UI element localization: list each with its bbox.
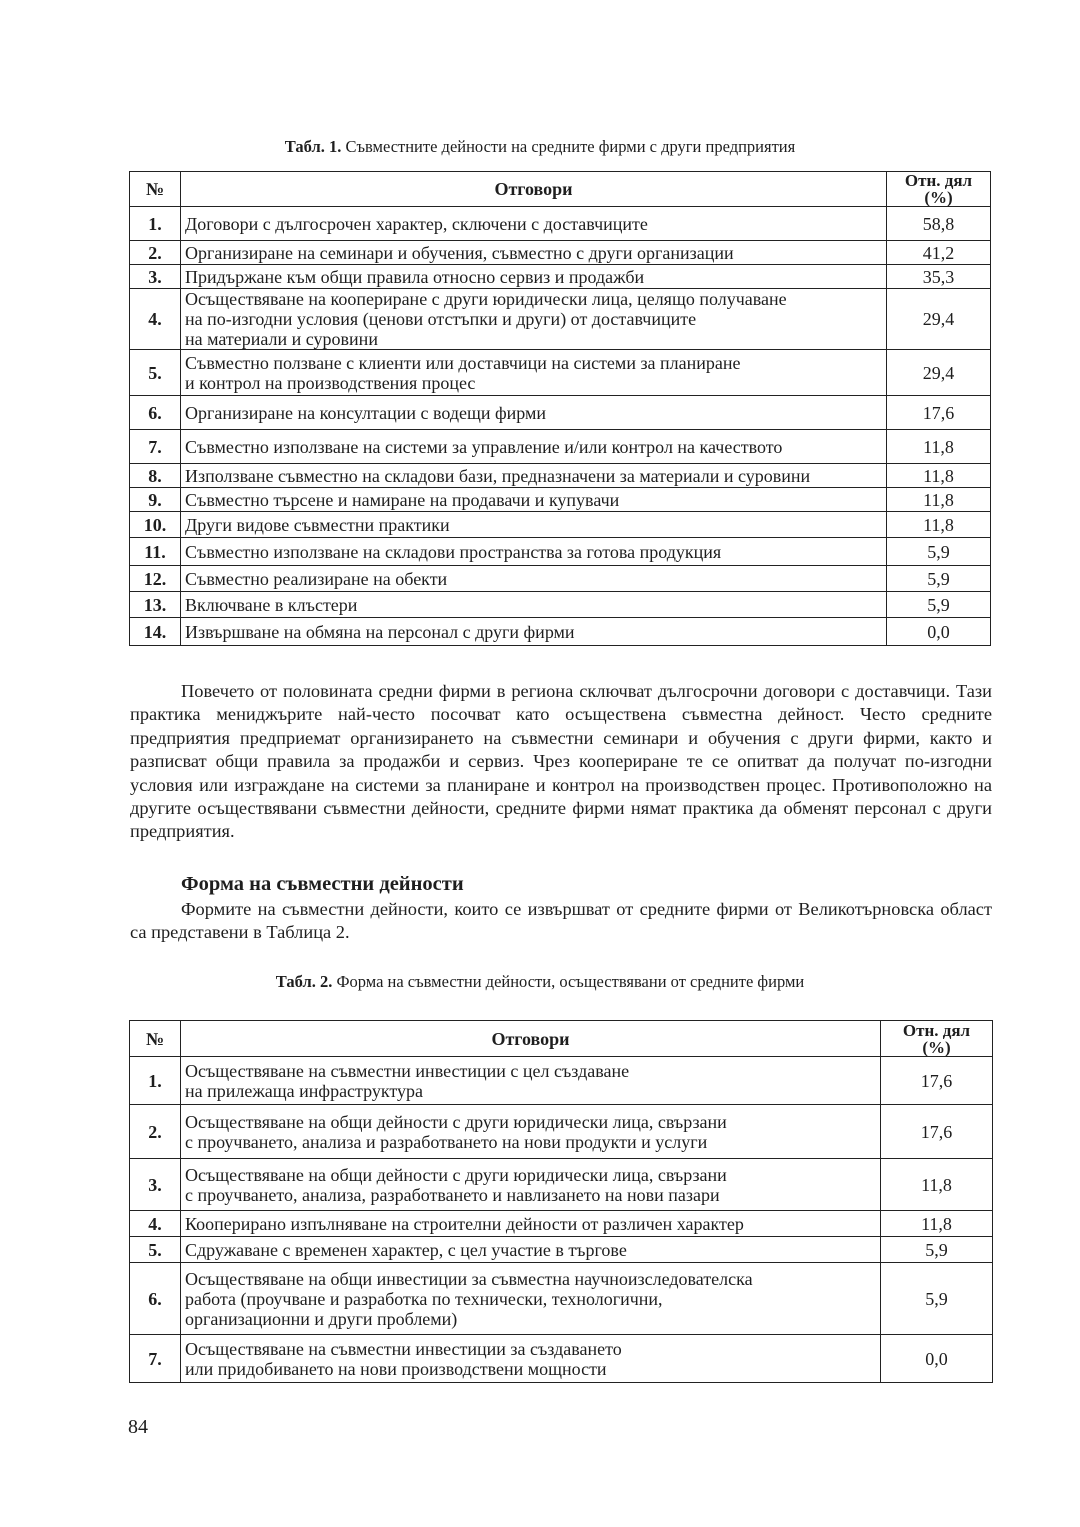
table1-header-share-line2: (%) — [924, 188, 953, 207]
table2-header-num: № — [130, 1021, 181, 1057]
row-answer — [181, 566, 887, 592]
table-row — [130, 1335, 993, 1383]
table-row — [130, 1237, 993, 1263]
row-answer — [181, 618, 887, 646]
row-share-value: 0,0 — [887, 618, 991, 646]
table-row — [130, 618, 991, 646]
row-number: 6. — [130, 396, 181, 430]
row-answer-line: Съвместно използване на складови пространства за готова продукция — [185, 541, 722, 562]
table-row — [130, 350, 991, 396]
row-answer-line: Придържане към общи правила относно сервиз и продажби — [185, 266, 645, 287]
row-answer — [181, 350, 887, 396]
row-number: 4. — [130, 1211, 181, 1237]
table2-caption — [0, 972, 1080, 992]
table2 — [129, 1020, 993, 1383]
row-answer-line: Използване съвместно на складови бази, предназначени за материали и суровини — [185, 465, 811, 486]
row-share-value: 17,6 — [881, 1057, 993, 1105]
row-answer — [181, 1211, 881, 1237]
row-answer — [181, 512, 887, 538]
table-row — [130, 396, 991, 430]
table1-header-num: № — [130, 172, 181, 207]
table-row — [130, 1211, 993, 1237]
table-row — [130, 1263, 993, 1335]
table-row — [130, 1105, 993, 1159]
row-share-value: 58,8 — [887, 207, 991, 241]
row-share-value: 11,8 — [887, 464, 991, 488]
row-share-value: 5,9 — [887, 538, 991, 566]
row-number: 9. — [130, 488, 181, 512]
row-answer — [181, 207, 887, 241]
row-share-value: 5,9 — [887, 566, 991, 592]
row-answer-line: работа (проучване и разработка по технически, технологични, — [185, 1288, 663, 1309]
table2-caption-label: Табл. 2. — [275, 972, 333, 991]
row-share-value: 41,2 — [887, 241, 991, 265]
row-number: 14. — [130, 618, 181, 646]
row-answer-line: на прилежаща инфраструктура — [185, 1080, 424, 1101]
table-row — [130, 566, 991, 592]
row-answer — [181, 1237, 881, 1263]
table-row — [130, 289, 991, 350]
row-share-value: 11,8 — [881, 1159, 993, 1211]
row-answer-line: Договори с дългосрочен характер, сключени с доставчиците — [185, 213, 648, 234]
row-answer-line: с проучването, анализа и разработването на нови продукти и услуги — [185, 1131, 708, 1152]
row-answer-line: Съвместно търсене и намиране на продавачи и купувачи — [185, 489, 620, 510]
row-number: 8. — [130, 464, 181, 488]
row-number: 1. — [130, 207, 181, 241]
row-answer-line: на по-изгодни условия (ценови отстъпки и други) от доставчиците — [185, 309, 697, 329]
row-answer — [181, 1263, 881, 1335]
row-number: 13. — [130, 592, 181, 618]
row-answer — [181, 592, 887, 618]
row-answer-line: Осъществяване на съвместни инвестиции с цел създаване — [185, 1060, 630, 1081]
table-row — [130, 430, 991, 464]
row-answer-line: организационни и други проблеми) — [185, 1308, 458, 1329]
row-answer — [181, 1105, 881, 1159]
row-share-value: 5,9 — [887, 592, 991, 618]
row-number: 3. — [130, 1159, 181, 1211]
row-answer-line: Осъществяване на съвместни инвестиции за създаването — [185, 1338, 622, 1359]
row-answer-line: с проучването, анализа, разработването и навлизането на нови пазари — [185, 1184, 720, 1205]
row-share-value: 0,0 — [881, 1335, 993, 1383]
table2-caption-text: Форма на съвместни дейности, осъществявани от средните фирми — [332, 972, 805, 991]
row-number: 4. — [130, 289, 181, 350]
row-answer — [181, 538, 887, 566]
row-answer-line: Други видове съвместни практики — [185, 514, 450, 535]
row-number: 12. — [130, 566, 181, 592]
row-answer-line: или придобиването на нови производствени мощности — [185, 1358, 607, 1379]
row-number: 7. — [130, 1335, 181, 1383]
table1-header-share — [887, 172, 991, 207]
row-answer-line: Кооперирано изпълняване на строителни дейности от различен характер — [185, 1213, 744, 1234]
page-number: 84 — [128, 1416, 148, 1438]
table2-header-share-line2: (%) — [922, 1037, 951, 1057]
row-share-value: 11,8 — [887, 512, 991, 538]
row-share-value: 11,8 — [881, 1211, 993, 1237]
table1 — [129, 171, 991, 646]
row-answer-line: Осъществяване на общи дейности с други юридически лица, свързани — [185, 1111, 727, 1132]
row-answer-line: и контрол на производствения процес — [185, 372, 476, 393]
row-number: 10. — [130, 512, 181, 538]
row-answer-line: Осъществяване на общи инвестиции за съвместна научноизследователска — [185, 1268, 753, 1289]
row-share-value: 17,6 — [881, 1105, 993, 1159]
table2-header-share — [881, 1021, 993, 1057]
row-number: 11. — [130, 538, 181, 566]
table2-header-answers: Отговори — [181, 1021, 881, 1057]
table-row — [130, 512, 991, 538]
row-answer-line: Извършване на обмяна на персонал с други фирми — [185, 621, 575, 642]
row-share-value: 5,9 — [881, 1237, 993, 1263]
table1-caption — [0, 137, 1080, 157]
row-share-value: 29,4 — [887, 350, 991, 396]
row-answer-line: Включване в клъстери — [185, 594, 358, 615]
row-answer — [181, 464, 887, 488]
row-share-value: 17,6 — [887, 396, 991, 430]
row-answer-line: Осъществяване на общи дейности с други юридически лица, свързани — [185, 1164, 727, 1185]
row-number: 7. — [130, 430, 181, 464]
table-row — [130, 265, 991, 289]
row-answer-line: на материали и суровини — [185, 329, 378, 349]
row-share-value: 35,3 — [887, 265, 991, 289]
table2-body — [130, 1057, 993, 1383]
row-answer — [181, 241, 887, 265]
table-row — [130, 241, 991, 265]
row-answer-line: Съвместно използване на системи за управление и/или контрол на качеството — [185, 436, 783, 457]
row-answer — [181, 1057, 881, 1105]
table-row — [130, 464, 991, 488]
row-number: 5. — [130, 350, 181, 396]
table1-body — [130, 207, 991, 646]
row-answer-line: Съвместно реализиране на обекти — [185, 568, 448, 589]
row-share-value: 11,8 — [887, 430, 991, 464]
row-number: 2. — [130, 1105, 181, 1159]
table-row — [130, 1159, 993, 1211]
row-number: 6. — [130, 1263, 181, 1335]
table2-header-share-line1: Отн. дял — [902, 1020, 971, 1040]
body-paragraph-2: Формите на съвместни дейности, които се извършват от средните фирми от Великотърновска област са представени в Таблица 2. — [130, 899, 992, 943]
row-number: 5. — [130, 1237, 181, 1263]
row-answer — [181, 488, 887, 512]
row-number: 3. — [130, 265, 181, 289]
table1-caption-text: Съвместните дейности на средните фирми с други предприятия — [341, 137, 796, 156]
section-heading: Форма на съвместни дейности — [181, 873, 464, 895]
row-answer — [181, 396, 887, 430]
row-answer — [181, 265, 887, 289]
row-share-value: 11,8 — [887, 488, 991, 512]
row-answer-line: Организиране на семинари и обучения, съвместно с други организации — [185, 242, 734, 263]
row-answer-line: Сдружаване с временен характер, с цел участие в търгове — [185, 1239, 627, 1260]
table1-caption-label: Табл. 1. — [284, 137, 342, 156]
row-answer — [181, 430, 887, 464]
row-answer — [181, 289, 887, 350]
row-share-value: 29,4 — [887, 289, 991, 350]
row-number: 1. — [130, 1057, 181, 1105]
row-answer — [181, 1335, 881, 1383]
table1-header-share-line1: Отн. дял — [904, 171, 973, 190]
table-row — [130, 488, 991, 512]
table-row — [130, 1057, 993, 1105]
row-answer-line: Организиране на консултации с водещи фирми — [185, 402, 547, 423]
table-row — [130, 592, 991, 618]
table1-header-answers: Отговори — [181, 172, 887, 207]
row-answer-line: Съвместно ползване с клиенти или доставчици на системи за планиране — [185, 352, 741, 373]
row-number: 2. — [130, 241, 181, 265]
row-answer-line: Осъществяване на коопериране с други юридически лица, целящо получаване — [185, 289, 787, 309]
row-share-value: 5,9 — [881, 1263, 993, 1335]
row-answer — [181, 1159, 881, 1211]
table-row — [130, 207, 991, 241]
body-paragraph-1: Повечето от половината средни фирми в региона сключват дългосрочни договори с доставчици. Тази практика мениджърите най-често посочват като осъществена съвместна дейност. Често средните предприятия предприемат организирането на съвместни семинари и обучения с други фирми, както и разписват общи правила за продажби и сервиз. Чрез коопериране те се опитват да получат по-изгодни условия или изграждане на системи за планиране и контрол на производствен процес. Противоположно на другите осъществявани съвместни дейности, средните фирми нямат практика да обменят персонал с други предприятия. — [130, 681, 992, 842]
table-row — [130, 538, 991, 566]
